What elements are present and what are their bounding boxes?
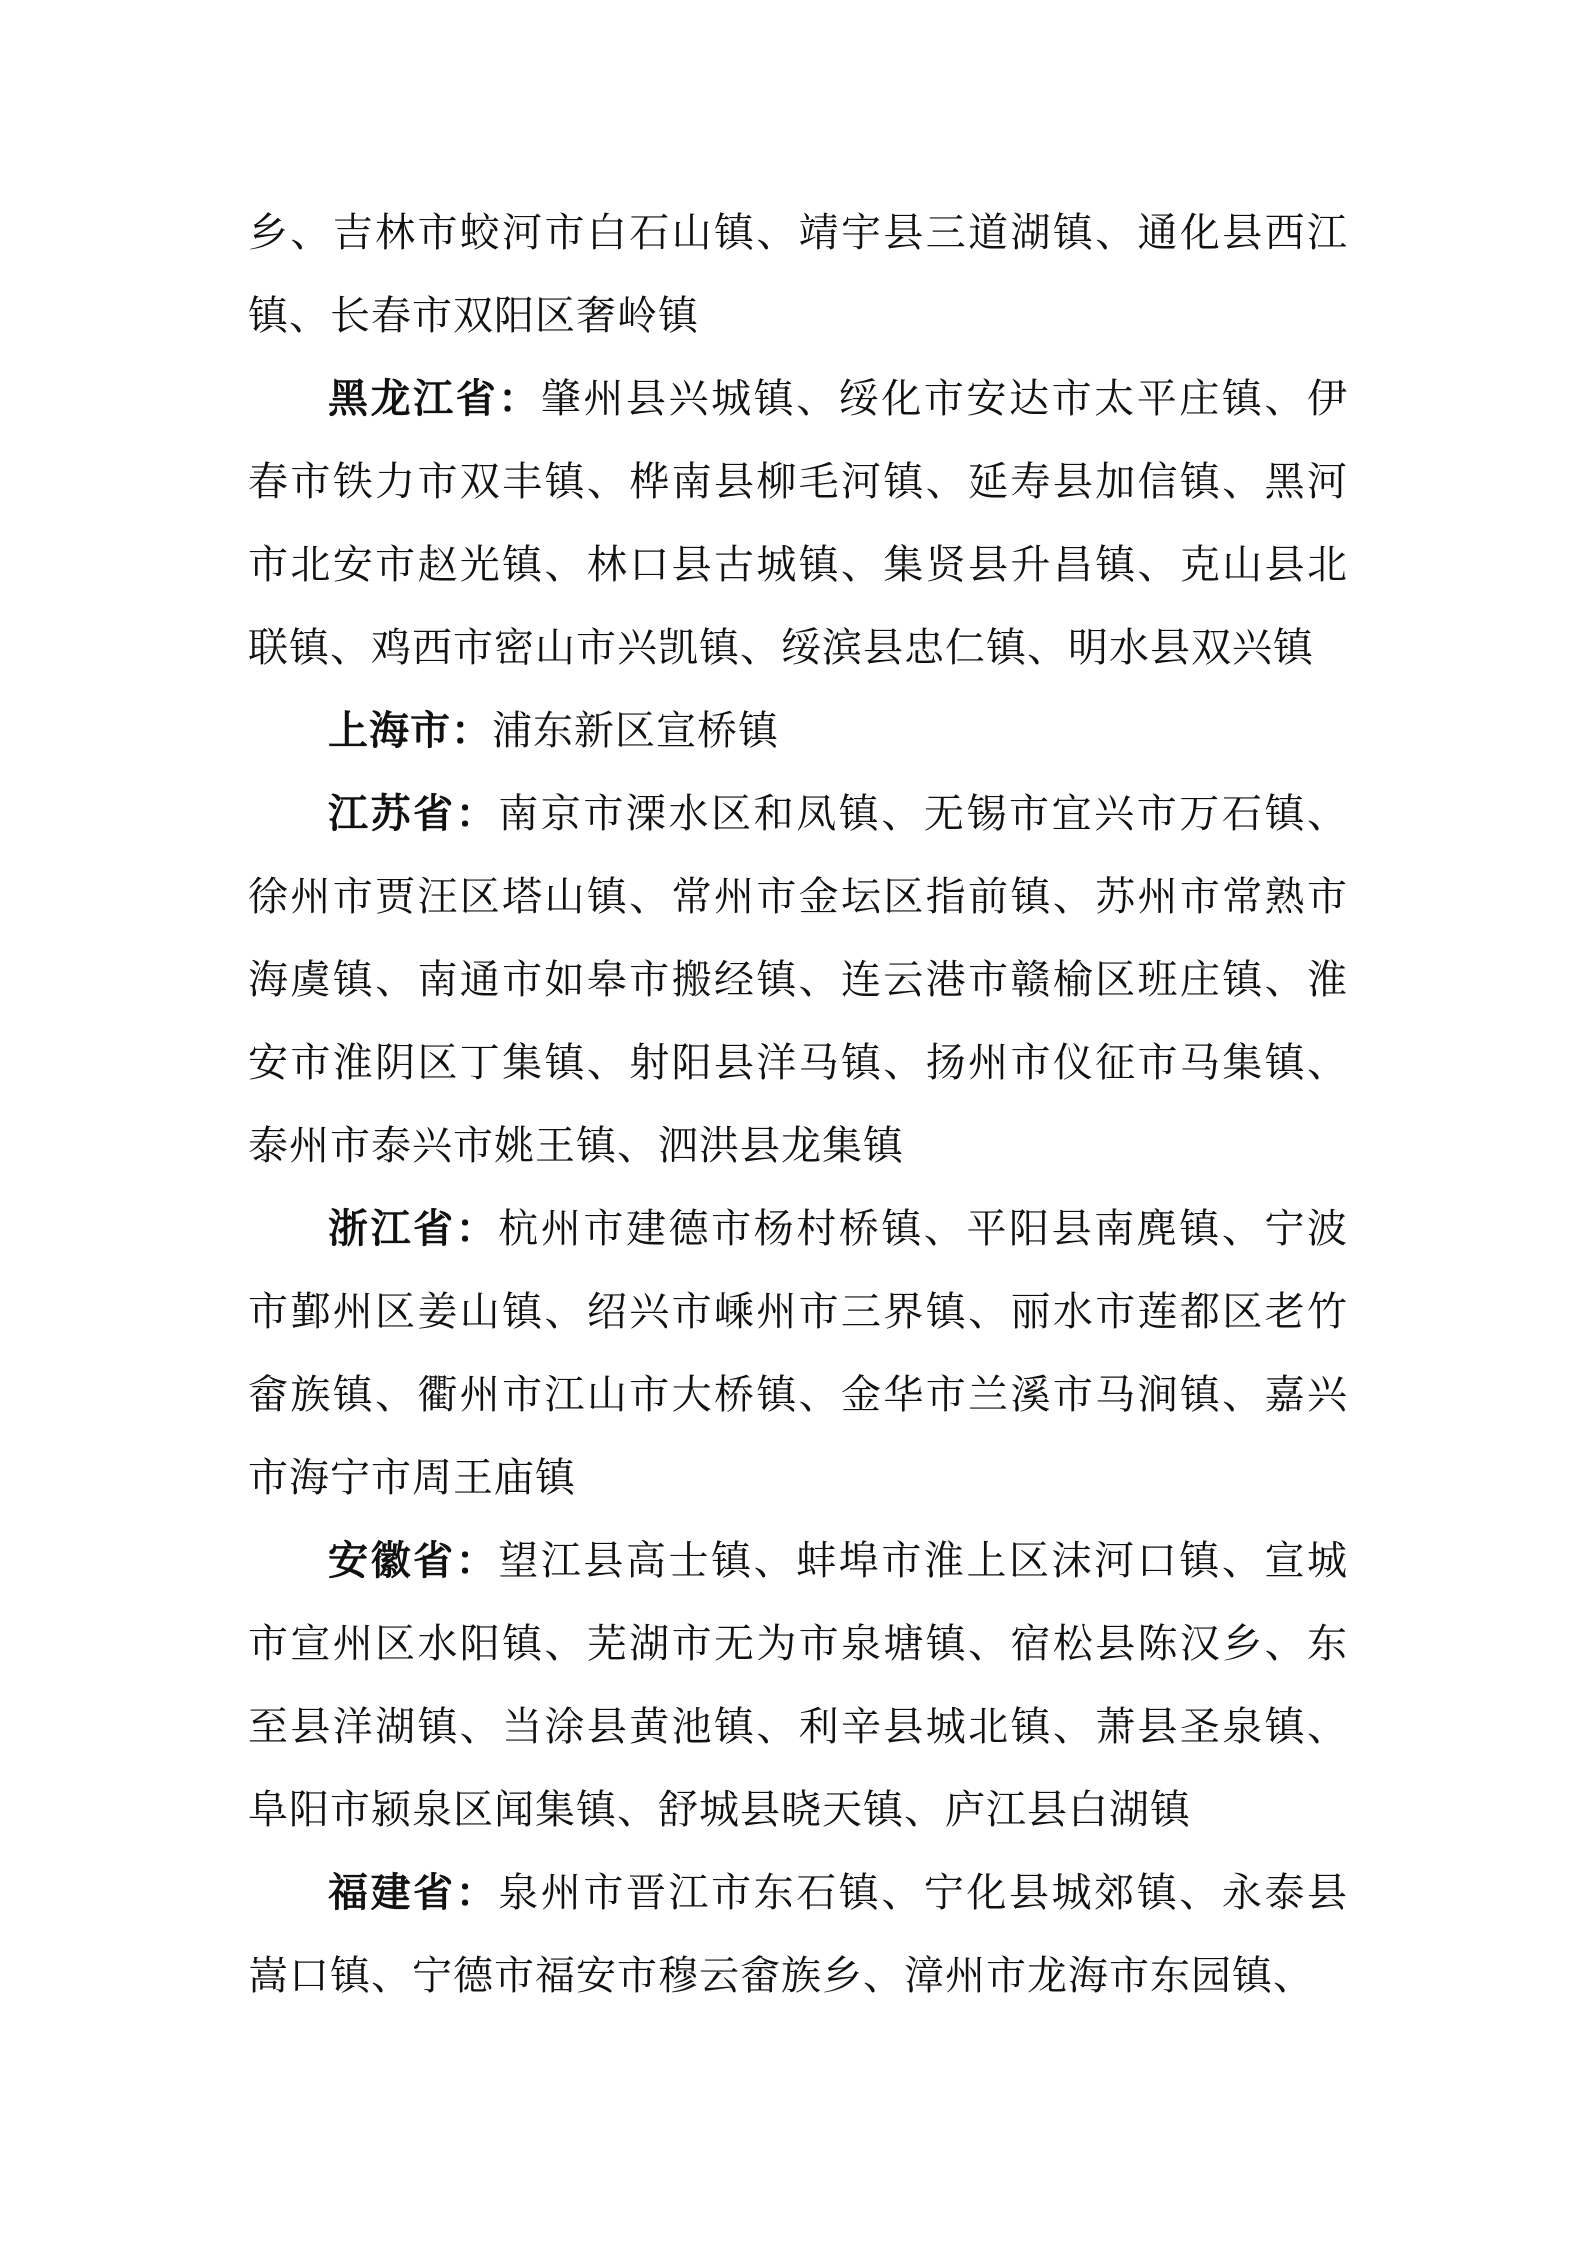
line-text: 泉州市晋江市东石镇、宁化县城郊镇、永泰县: [498, 1870, 1349, 1916]
province-heading: 黑龙江省：: [328, 376, 541, 422]
text-line: [248, 441, 1348, 524]
line-text: 春市铁力市双丰镇、桦南县柳毛河镇、延寿县加信镇、黑河: [248, 459, 1348, 505]
line-text: 安市淮阴区丁集镇、射阳县洋马镇、扬州市仪征市马集镇、: [248, 1040, 1348, 1086]
province-heading: 江苏省：: [328, 791, 499, 837]
line-text: 市北安市赵光镇、林口县古城镇、集贤县升昌镇、克山县北: [248, 542, 1348, 588]
line-text: 杭州市建德市杨村桥镇、平阳县南麂镇、宁波: [498, 1206, 1349, 1252]
line-text: 乡、吉林市蛟河市白石山镇、靖宇县三道湖镇、通化县西江: [248, 210, 1348, 256]
text-line: [248, 1769, 1348, 1852]
line-text: 泰州市泰兴市姚王镇、泗洪县龙集镇: [248, 1123, 904, 1169]
text-line: [248, 1935, 1348, 2018]
text-line: [248, 358, 1348, 441]
text-line: [248, 1022, 1348, 1105]
line-text: 镇、长春市双阳区奢岭镇: [248, 293, 699, 339]
text-line: [248, 192, 1348, 275]
line-text: 畲族镇、衢州市江山市大桥镇、金华市兰溪市马涧镇、嘉兴: [248, 1372, 1348, 1418]
text-line: [248, 1686, 1348, 1769]
line-text: 肇州县兴城镇、绥化市安达市太平庄镇、伊: [540, 376, 1349, 422]
text-line: [248, 1354, 1348, 1437]
line-text: 市海宁市周王庙镇: [248, 1455, 576, 1501]
text-line: [248, 1603, 1348, 1686]
text-line: [248, 690, 1348, 773]
text-line: [248, 939, 1348, 1022]
text-line: [248, 1188, 1348, 1271]
line-text: 联镇、鸡西市密山市兴凯镇、绥滨县忠仁镇、明水县双兴镇: [248, 625, 1314, 671]
line-text: 嵩口镇、宁德市福安市穆云畲族乡、漳州市龙海市东园镇、: [248, 1953, 1314, 1999]
province-heading: 浙江省：: [328, 1206, 499, 1252]
line-text: 阜阳市颍泉区闻集镇、舒城县晓天镇、庐江县白湖镇: [248, 1787, 1191, 1833]
document-page: [248, 192, 1348, 2018]
text-line: [248, 1852, 1348, 1935]
text-line: [248, 773, 1348, 856]
line-text: 海虞镇、南通市如皋市搬经镇、连云港市赣榆区班庄镇、淮: [248, 957, 1348, 1003]
text-line: [248, 524, 1348, 607]
line-text: 浦东新区宣桥镇: [492, 708, 779, 754]
text-line: [248, 1520, 1348, 1603]
text-line: [248, 607, 1348, 690]
line-text: 徐州市贾汪区塔山镇、常州市金坛区指前镇、苏州市常熟市: [248, 874, 1348, 920]
text-line: [248, 1437, 1348, 1520]
text-line: [248, 1105, 1348, 1188]
line-text: 南京市溧水区和凤镇、无锡市宜兴市万石镇、: [498, 791, 1349, 837]
text-line: [248, 1271, 1348, 1354]
province-heading: 安徽省：: [328, 1538, 499, 1584]
province-heading: 福建省：: [328, 1870, 499, 1916]
text-line: [248, 275, 1348, 358]
line-text: 市宣州区水阳镇、芜湖市无为市泉塘镇、宿松县陈汉乡、东: [248, 1621, 1348, 1667]
line-text: 望江县高士镇、蚌埠市淮上区沫河口镇、宣城: [498, 1538, 1349, 1584]
text-line: [248, 856, 1348, 939]
line-text: 至县洋湖镇、当涂县黄池镇、利辛县城北镇、萧县圣泉镇、: [248, 1704, 1348, 1750]
document-body: [248, 192, 1348, 2018]
line-text: 市鄞州区姜山镇、绍兴市嵊州市三界镇、丽水市莲都区老竹: [248, 1289, 1348, 1335]
province-heading: 上海市：: [328, 708, 492, 754]
